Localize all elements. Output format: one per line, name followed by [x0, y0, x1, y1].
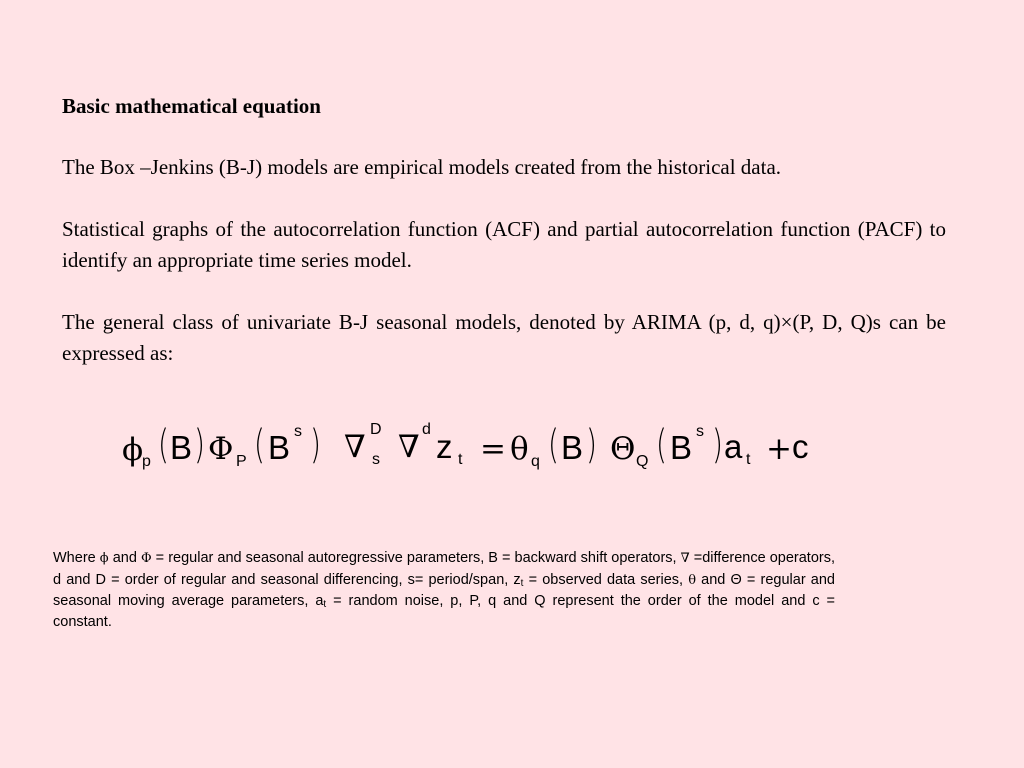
- eq-theta: θ: [510, 431, 529, 467]
- eq-equals: =: [480, 431, 506, 467]
- variable-definitions: [53, 548, 835, 632]
- eq-lparen-4: (: [656, 422, 667, 468]
- eq-phi: ϕ: [122, 432, 144, 468]
- eq-lparen-2: (: [254, 422, 265, 468]
- where-sub-t-2: t: [323, 599, 327, 610]
- eq-rparen-1: ): [194, 422, 205, 468]
- where-text-1: Where: [53, 550, 100, 566]
- eq-sub-t-1: t: [458, 451, 463, 468]
- where-text-5: = observed data series,: [523, 571, 689, 588]
- eq-rparen-4: ): [712, 422, 723, 468]
- eq-sub-q: q: [531, 453, 540, 470]
- eq-lparen-1: (: [158, 422, 169, 468]
- eq-B-2: B: [268, 429, 291, 466]
- where-phi-symbol: ϕ: [99, 551, 109, 566]
- where-text-7: = random noise, p, P, q and Q represent the order of the model and c = constant.: [53, 593, 835, 630]
- eq-sub-Q: Q: [636, 453, 649, 470]
- eq-B-4: B: [670, 429, 693, 466]
- eq-a: a: [724, 428, 743, 465]
- eq-B-1: B: [170, 429, 193, 466]
- eq-sup-s-2: s: [696, 423, 704, 440]
- eq-Theta: Θ: [610, 431, 636, 467]
- eq-sup-s-1: s: [294, 423, 302, 440]
- eq-lparen-3: (: [548, 422, 559, 468]
- eq-nabla-2: ∇: [398, 429, 420, 465]
- arima-equation: [118, 414, 838, 484]
- paragraph-arima: The general class of univariate B-J seasonal models, denoted by ARIMA (p, d, q)×(P, D, Q)s can be expressed as:: [62, 310, 946, 365]
- where-text-3: = regular and seasonal autoregressive parameters, B = backward shift operators,: [151, 550, 681, 566]
- where-text-6: and Θ = regular and seasonal moving average parameters, a: [53, 571, 835, 609]
- eq-sub-p: p: [142, 453, 151, 470]
- eq-sub-t-2: t: [746, 451, 751, 468]
- where-text-2: and: [108, 550, 141, 566]
- eq-sub-s: s: [372, 451, 380, 468]
- where-Phi-symbol: Φ: [140, 551, 152, 566]
- eq-B-3: B: [561, 429, 584, 466]
- where-text-4: =difference operators, d and D = order of regular and seasonal differencing, s= period/span, z: [53, 550, 835, 588]
- eq-rparen-3: ): [586, 422, 597, 468]
- section-heading: Basic mathematical equation: [62, 94, 321, 118]
- paragraph-box-jenkins: The Box –Jenkins (B-J) models are empirical models created from the historical data.: [62, 155, 782, 179]
- eq-sub-P: P: [236, 453, 247, 470]
- eq-sup-D: D: [370, 421, 382, 438]
- where-theta-symbol: θ: [688, 572, 697, 588]
- paragraph-acf-pacf: Statistical graphs of the autocorrelation function (ACF) and partial autocorrelation function (PACF) to identify an appropriate time series model.: [62, 217, 946, 272]
- eq-sup-d: d: [422, 421, 431, 438]
- eq-rparen-2: ): [310, 422, 321, 468]
- eq-c: c: [792, 428, 809, 465]
- eq-z: z: [436, 428, 453, 465]
- where-sub-t-1: t: [520, 577, 524, 589]
- eq-Phi: Φ: [208, 431, 234, 467]
- eq-nabla-1: ∇: [344, 429, 366, 465]
- eq-plus: +: [766, 431, 792, 467]
- where-nabla-symbol: ∇: [680, 551, 690, 566]
